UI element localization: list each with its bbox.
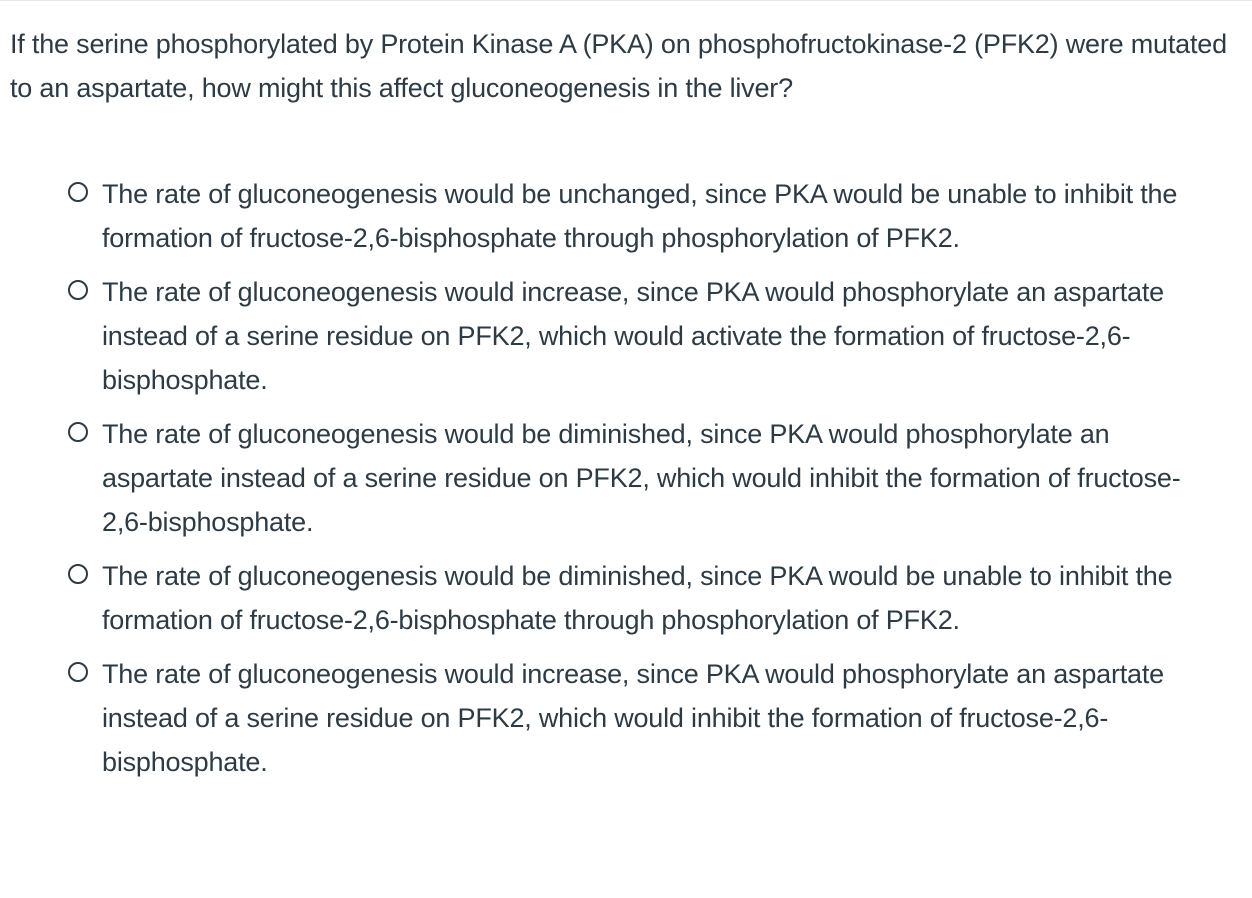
radio-button-icon[interactable] xyxy=(68,662,88,682)
answer-label: The rate of gluconeogenesis would be diminished, since PKA would be unable to inhibit the formation of fructose-2,6-bisphosphate through phosphorylation of PFK2. xyxy=(102,561,1173,635)
answer-option-4[interactable] xyxy=(68,554,1218,642)
answer-label: The rate of gluconeogenesis would be unchanged, since PKA would be unable to inhibit the formation of fructose-2,6-bisphosphate through phosphorylation of PFK2. xyxy=(102,179,1178,253)
answer-option-5[interactable] xyxy=(68,652,1218,784)
answer-list xyxy=(68,172,1218,794)
question-text: If the serine phosphorylated by Protein Kinase A (PKA) on phosphofructokinase-2 (PFK2) were mutated to an aspartate, how might this affect gluconeogenesis in the liver? xyxy=(10,29,1227,103)
answer-option-3[interactable] xyxy=(68,412,1218,544)
answer-option-1[interactable] xyxy=(68,172,1218,260)
top-divider xyxy=(0,0,1252,1)
radio-button-icon[interactable] xyxy=(68,182,88,202)
radio-button-icon[interactable] xyxy=(68,280,88,300)
radio-button-icon[interactable] xyxy=(68,564,88,584)
answer-label: The rate of gluconeogenesis would be diminished, since PKA would phosphorylate an aspartate instead of a serine residue on PFK2, which would inhibit the formation of fructose-2,6-bisphosphate. xyxy=(102,419,1181,537)
answer-label: The rate of gluconeogenesis would increase, since PKA would phosphorylate an aspartate instead of a serine residue on PFK2, which would activate the formation of fructose-2,6-bisphosphate. xyxy=(102,277,1164,395)
answer-label: The rate of gluconeogenesis would increase, since PKA would phosphorylate an aspartate instead of a serine residue on PFK2, which would inhibit the formation of fructose-2,6-bisphosphate. xyxy=(102,659,1164,777)
answer-option-2[interactable] xyxy=(68,270,1218,402)
radio-button-icon[interactable] xyxy=(68,422,88,442)
